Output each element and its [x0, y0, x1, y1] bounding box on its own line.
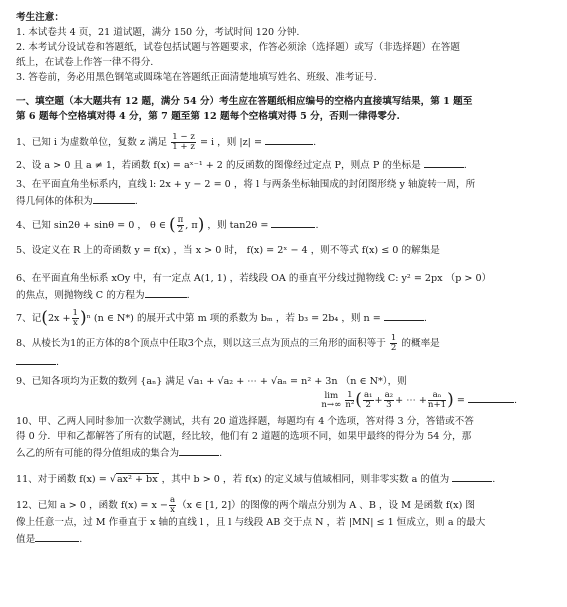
- section-heading: [16, 94, 553, 124]
- question-6: 6、在平面直角坐标系 xOy 中，有一定点 A(1, 1) ，若线段 OA 的垂直平分线过抛物线 C: y² = 2px （p > 0） 的焦点，则抛物线 C 的方程为 .: [16, 271, 553, 303]
- notice-item-1: 1. 本试卷共 4 页，21 道试题，满分 150 分，考试时间 120 分钟.: [16, 27, 300, 38]
- question-9: [16, 374, 553, 389]
- q1-answer-blank[interactable]: [265, 133, 313, 145]
- q9-answer-blank[interactable]: [468, 391, 514, 403]
- q6-text-1: 6、在平面直角坐标系 xOy 中，有一定点 A(1, 1) ，若线段 OA 的垂直平分线过抛物线 C: y² = 2px （p > 0）: [16, 273, 492, 284]
- q9-text-b: √a₁ + √a₂ + ⋯ + √aₙ = n² + 3n （n ∈ N*），则: [187, 376, 407, 387]
- question-8: [16, 334, 553, 353]
- q7-fraction: $\frac{1}{x}$: [72, 309, 79, 328]
- q6-text-2: 的焦点，则抛物线 C 的方程为: [16, 290, 145, 301]
- question-3: 3、在平面直角坐标系内，直线 l: 2x + y − 2 = 0 ，将 l 与两条坐标轴围成的封闭图形绕 y 轴旋转一周，所 得几何体的体积为 .: [16, 177, 553, 209]
- q5-answer-blank[interactable]: [463, 262, 523, 267]
- question-1: 1、已知 i 为虚数单位，复数 z 满足 $\frac{1 - z}{1 + z}$ = i ，则 |z| = .: [16, 133, 317, 152]
- q4-text-a: 4、已知 sin2θ + sinθ = 0 ， θ ∈: [16, 220, 166, 231]
- q3-text-2: 得几何体的体积为: [16, 196, 93, 207]
- q4-answer-blank[interactable]: [271, 216, 315, 228]
- q7-answer-blank[interactable]: [384, 309, 424, 321]
- q9-text-a: 9、已知各项均为正数的数列 {aₙ} 满足: [16, 376, 185, 387]
- q12-answer-blank[interactable]: [35, 530, 79, 542]
- q8-answer-blank[interactable]: [16, 353, 56, 365]
- q10-text-3: 么乙的所有可能的得分值组成的集合为: [16, 448, 180, 459]
- q12-text-3: 值是: [16, 534, 36, 545]
- q11-text-b: ，其中 b > 0 ，若 f(x) 的定义域与值域相同，则非零实数 a 的值为: [161, 474, 450, 485]
- q11-radicand: ax² + bx: [116, 474, 158, 485]
- question-2: 2、设 a > 0 且 a ≠ 1，若函数 f(x) = aˣ⁻¹ + 2 的反函数的图像经过定点 P，则点 P 的坐标是 .: [16, 156, 553, 173]
- question-5: [16, 243, 553, 258]
- notice-item-2-cont: 纸上，在试卷上作答一律不得分.: [16, 57, 154, 68]
- notice-title: 考生注意：: [16, 12, 64, 23]
- section-heading-line-2: 第 6 题每个空格填对得 4 分，第 7 题至第 12 题每个空格填对得 5 分，否则一律得零分.: [16, 111, 400, 122]
- section-heading-line-1: 一、填空题（本大题共有 12 题，满分 54 分）考生应在答题纸相应编号的空格内直接填写结果，第 1 题至: [16, 96, 473, 107]
- q5-text: 5、设定义在 R 上的奇函数 y = f(x) ，当 x > 0 时， f(x) = 2ˣ − 4 ，则不等式 f(x) ≤ 0 的解集是: [16, 245, 440, 256]
- q7-text: ⁿ (n ∈ N*) 的展开式中第 m 项的系数为 bₘ ，若 b₃ = 2b₄ ，则 n =: [86, 313, 381, 324]
- q11-text-a: 11、对于函数 f(x) =: [16, 474, 107, 485]
- q1-text-a: 1、已知 i 为虚数单位，复数 z 满足: [16, 137, 168, 148]
- q6-answer-blank[interactable]: [145, 286, 187, 298]
- q3-answer-blank[interactable]: [93, 192, 135, 204]
- q1-text-b: = i ，则 |z| =: [199, 137, 263, 148]
- notice-item-3: 3. 答卷前，务必用黑色钢笔或圆珠笔在答题纸正面清楚地填写姓名、班级、准考证号.: [16, 72, 377, 83]
- question-7: 7、记(2x + $\frac{1}{x}$ )ⁿ (n ∈ N*) 的展开式中第 m 项的系数为 bₘ ，若 b₃ = 2b₄ ，则 n = .: [16, 309, 427, 328]
- question-10: 10、甲、乙两人同时参加一次数学测试，共有 20 道选择题，每题均有 4 个选项，答对得 3 分，答错或不答 得 0 分．甲和乙都解答了所有的试题，经比较，他们有 2 道题的选项不同，如果甲最终的得分为 54 分，那 么乙的所有可能的得分值组成的集合为 .: [16, 414, 553, 461]
- q4-fraction: $\frac{\pi}{2}$: [177, 216, 184, 235]
- question-4: 4、已知 sin2θ + sinθ = 0 ， θ ∈ ( $\frac{\pi}{2}$ , π) ，则 tan2θ = .: [16, 216, 319, 235]
- q9-limit-expr: lim n→∞ $\frac{1}{\text{n²}}$ ( $\frac{\text{a₁}}{2}$ + $\frac{\text{a₂}}{3}$ + ⋯ + $\frac{\text{aₙ}}{n+1}$ ) = .: [321, 391, 517, 410]
- q11-answer-blank[interactable]: [452, 470, 492, 482]
- exam-page: 考生注意： 1. 本试卷共 4 页，21 道试题，满分 150 分，考试时间 120 分钟. 2. 本考试分设试卷和答题纸，试卷包括试题与答题要求，作答必须涂（选择题）或写（非选择题）在答题 纸上，在试卷上作答一律不得分. 3. 答卷前，务必用黑色钢笔或圆珠笔在答题纸正面清楚地填写姓名、班级、准考证号. 一、填空题（本大题共有 12 题，满分 54 分）考生应在答题纸相应编号的空格内直接填写结果，第 1 题至 第 6 题每个空格填对得 4 分，第 7 题至第 12 题每个空格填对得 5 分，否则一律得零分. 1、已知 i 为虚数单位，复数 z 满足 $\frac{1 - z}{1 + z}$ = i ，则 |z| = . 2、设 a > 0 且 a ≠ 1，若函数 f(x) = aˣ⁻¹ + 2 的反函数的图像经过定点 P，则点 P 的坐标是 . 3、在平面直角坐标系内，直线 l: 2x + y − 2 = 0 ，将 l 与两条坐标轴围成的封闭图形绕 y 轴旋转一周，所 得几何体的体积为 . 4、已知 sin2θ + sinθ = 0 ， θ ∈ ( $\frac{\pi}{2}$ , π) ，则 tan2θ = . 5、设定义在 R 上的奇函数 y = f(x) ，当 x > 0 时， f(x) = 2ˣ − 4 ，则不等式 f(x) ≤ 0 的解集是 6、在平面直角坐标系 xOy 中，有一定点 A(1, 1) ，若线段 OA 的垂直平分线过抛物线 C: y² = 2px （p > 0） 的焦点，则抛物线 C 的方程为 . 7、记(2x + $\frac{1}{x}$ )ⁿ (n ∈ N*) 的展开式中第 m 项的系数为 bₘ ，若 b₃ = 2b₄ ，则 n = . 8、从棱长为1的正方体的8个顶点中任取3个点，则以这三点为顶点的三角形的面积等于 $\frac{1}{2}$ 的概率是 . 9、已知各项均为正数的数列 {aₙ} 满足 √a₁ + √a₂ + ⋯ + √aₙ = n² + 3n （n ∈ N*），则 lim n→∞ $\frac{1}{\text{n²}}$ ( $\frac{\text{a₁}}{2}$ + $\frac{\text{a₂}}{3}$ + ⋯ + $\frac{\text{aₙ}}{n+1}$ ) = . 10、甲、乙两人同时参加一次数学测试，共有 20 道选择题，每题均有 4 个选项，答对得 3 分，答错或不答 得 0 分．甲和乙都解答了所有的试题，经比较，他们有 2 道题的选项不同，如果甲最终的得分为 54 分，那 么乙的所有可能的得分值组成的集合为 . 11、对于函数 f(x) = √ax² + bx ，其中 b > 0 ，若 f(x) 的定义域与值域相同，则非零实数 a 的值为 . 12、已知 a > 0 ，函数 f(x) = x − $\frac{a}{x}$ （x ∈ [1, 2]）的图像的两个端点分别为 A 、B ，设 M 是函数 f(x) 图 像上任意一点，过 M 作垂直于 x 轴的直线 l ，且 l 与线段 AB 交于点 N ，若 |MN| ≤ 1 恒成立，则 a 的最大 值是 .: [0, 0, 567, 607]
- q8-text-a: 8、从棱长为1的正方体的8个顶点中任取3个点，则以这三点为顶点的三角形的面积等于: [16, 338, 386, 349]
- notice-item-2: 2. 本考试分设试卷和答题纸，试卷包括试题与答题要求，作答必须涂（选择题）或写（非选择题）在答题: [16, 42, 460, 53]
- q10-answer-blank[interactable]: [179, 444, 219, 456]
- q4-text-c: ，则 tan2θ =: [207, 220, 269, 231]
- q12-text-b: （x ∈ [1, 2]）的图像的两个端点分别为 A 、B ，设 M 是函数 f(x) 图: [177, 500, 475, 511]
- q8-fraction: $\frac{1}{2}$: [390, 334, 397, 353]
- q3-text-1: 3、在平面直角坐标系内，直线 l: 2x + y − 2 = 0 ，将 l 与两条坐标轴围成的封闭图形绕 y 轴旋转一周，所: [16, 179, 476, 190]
- q2-answer-blank[interactable]: [424, 156, 464, 168]
- question-12: 12、已知 a > 0 ，函数 f(x) = x − $\frac{a}{x}$ （x ∈ [1, 2]）的图像的两个端点分别为 A 、B ，设 M 是函数 f(x) 图 像上任意一点，过 M 作垂直于 x 轴的直线 l ，且 l 与线段 AB 交于点 N ，若 |MN| ≤ 1 恒成立，则 a 的最大 值是 .: [16, 496, 553, 547]
- notice-block: [16, 10, 553, 85]
- q8-text-b: 的概率是: [401, 338, 440, 349]
- q10-text-1: 10、甲、乙两人同时参加一次数学测试，共有 20 道选择题，每题均有 4 个选项，答对得 3 分，答错或不答: [16, 416, 474, 427]
- q12-fraction: $\frac{a}{x}$: [169, 496, 176, 515]
- q2-text: 2、设 a > 0 且 a ≠ 1，若函数 f(x) = aˣ⁻¹ + 2 的反函数的图像经过定点 P，则点 P 的坐标是: [16, 160, 421, 171]
- q12-text-2: 像上任意一点，过 M 作垂直于 x 轴的直线 l ，且 l 与线段 AB 交于点 N ，若 |MN| ≤ 1 恒成立，则 a 的最大: [16, 517, 486, 528]
- q10-text-2: 得 0 分．甲和乙都解答了所有的试题，经比较，他们有 2 道题的选项不同，如果甲最终的得分为 54 分，那: [16, 431, 472, 442]
- question-11: 11、对于函数 f(x) = √ax² + bx ，其中 b > 0 ，若 f(x) 的定义域与值域相同，则非零实数 a 的值为 .: [16, 470, 553, 487]
- q1-fraction: $\frac{1 - z}{1 + z}$: [172, 133, 195, 152]
